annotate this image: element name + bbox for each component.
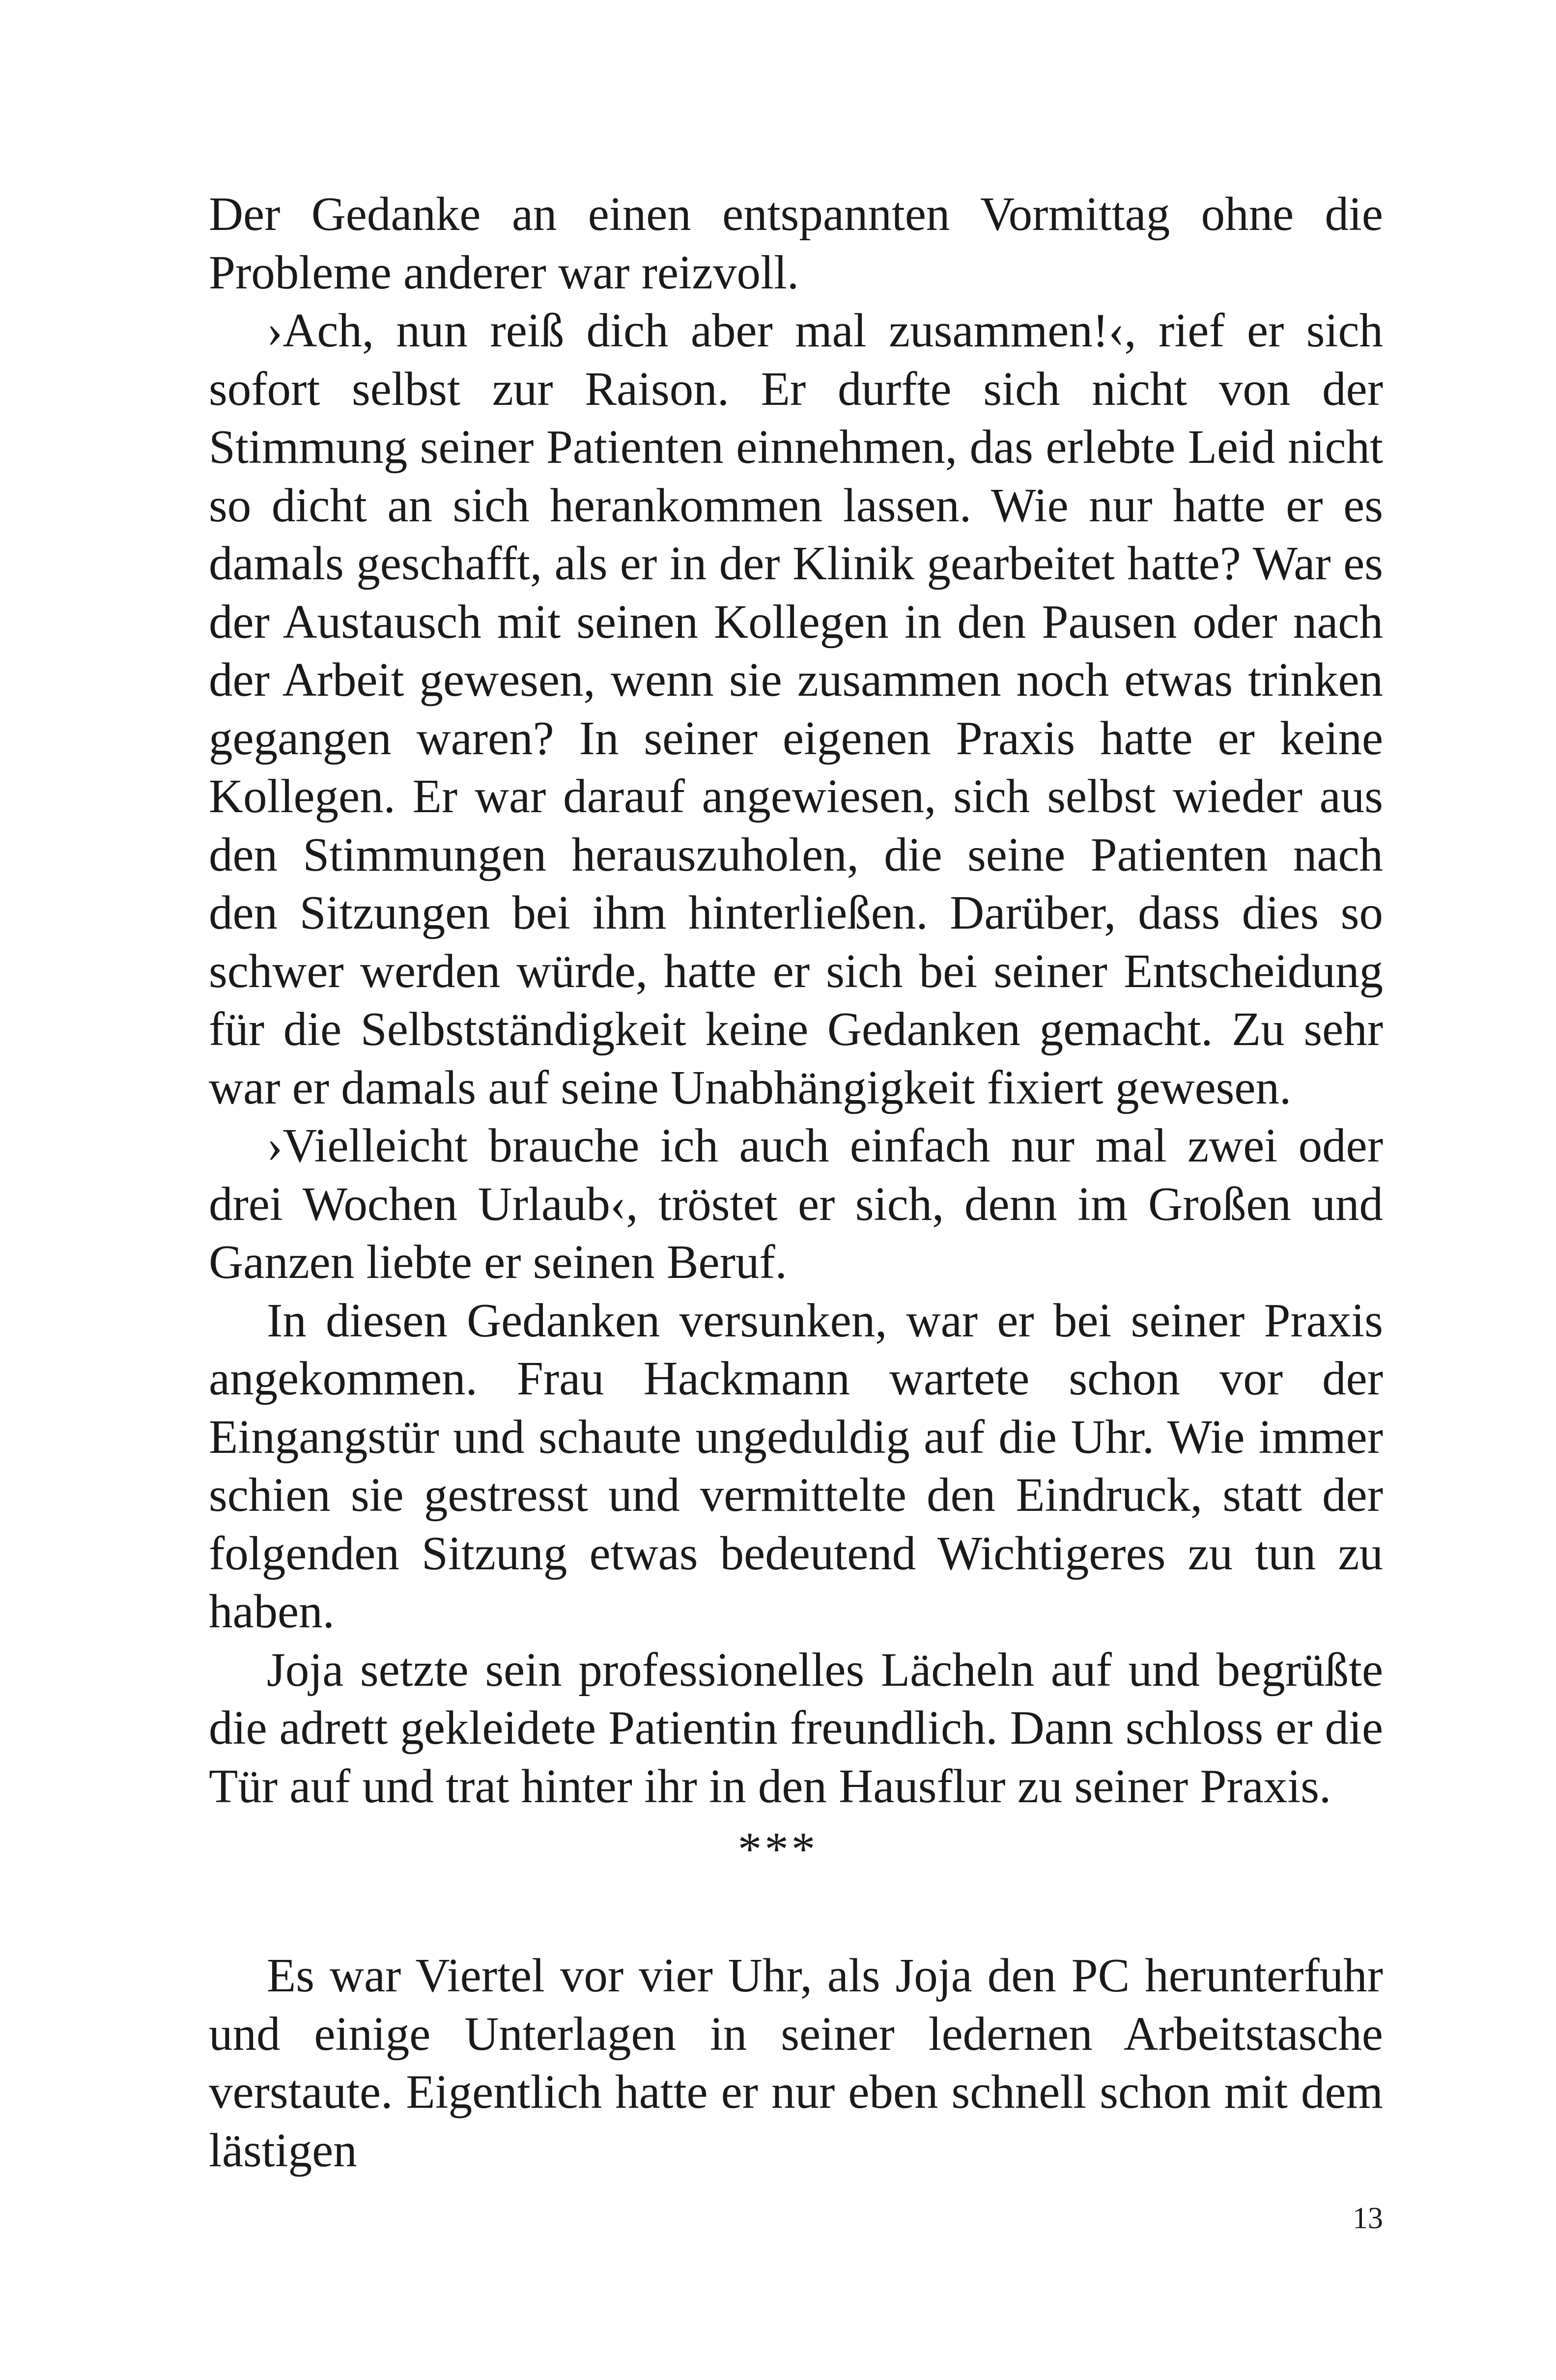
page-number: 13 (1353, 2202, 1383, 2235)
paragraph: ›Vielleicht brauche ich auch einfach nur mal zwei oder drei Wochen Urlaub‹, tröstet er sich, denn im Großen und Ganzen liebte er seinen Beruf. (209, 1119, 1383, 1288)
paragraph: Der Gedanke an einen entspannten Vormittag ohne die Probleme anderer war reizvoll. (209, 188, 1383, 299)
paragraph: Joja setzte sein professionelles Lächeln auf und begrüßte die adrett gekleidete Patientin freundlich. Dann schloss er die Tür auf und trat hinter ihr in den Hausflur zu seiner Praxis. (209, 1643, 1383, 1813)
text-block-after-break (209, 1947, 1383, 2180)
text-block-before-break (209, 185, 1383, 1815)
paragraph: ›Ach, nun reiß dich aber mal zusammen!‹, rief er sich sofort selbst zur Raison. Er durfte sich nicht von der Stimmung seiner Patienten einnehmen, das erlebte Leid nicht so dicht an sich herankommen lassen. Wie nur hatte er es damals geschafft, als er in der Klinik gearbeitet hatte? War es der Austausch mit seinen Kollegen in den Pausen oder nach der Arbeit gewesen, wenn sie zusammen noch etwas trinken gegangen waren? In seiner eigenen Praxis hatte er keine Kollegen. Er war darauf angewiesen, sich selbst wieder aus den Stimmungen herauszuholen, die seine Patienten nach den Sitzungen bei ihm hinterließen. Darüber, dass dies so schwer werden würde, hatte er sich bei seiner Entscheidung für die Selbstständigkeit keine Gedanken gemacht. Zu sehr war er damals auf seine Unabhängigkeit fixiert gewesen. (209, 304, 1383, 1114)
paragraph: In diesen Gedanken versunken, war er bei seiner Praxis angekommen. Frau Hackmann wartete schon vor der Eingangstür und schaute ungeduldig auf die Uhr. Wie immer schien sie gestresst und vermittelte den Eindruck, statt der folgenden Sitzung etwas bedeutend Wichtigeres zu tun zu haben. (209, 1294, 1383, 1638)
paragraph: Es war Viertel vor vier Uhr, als Joja den PC herunterfuhr und einige Unterlagen in seiner ledernen Arbeitstasche verstaute. Eigentlich hatte er nur eben schnell schon mit dem lästigen (209, 1949, 1383, 2177)
section-break: *** (737, 1823, 819, 1875)
